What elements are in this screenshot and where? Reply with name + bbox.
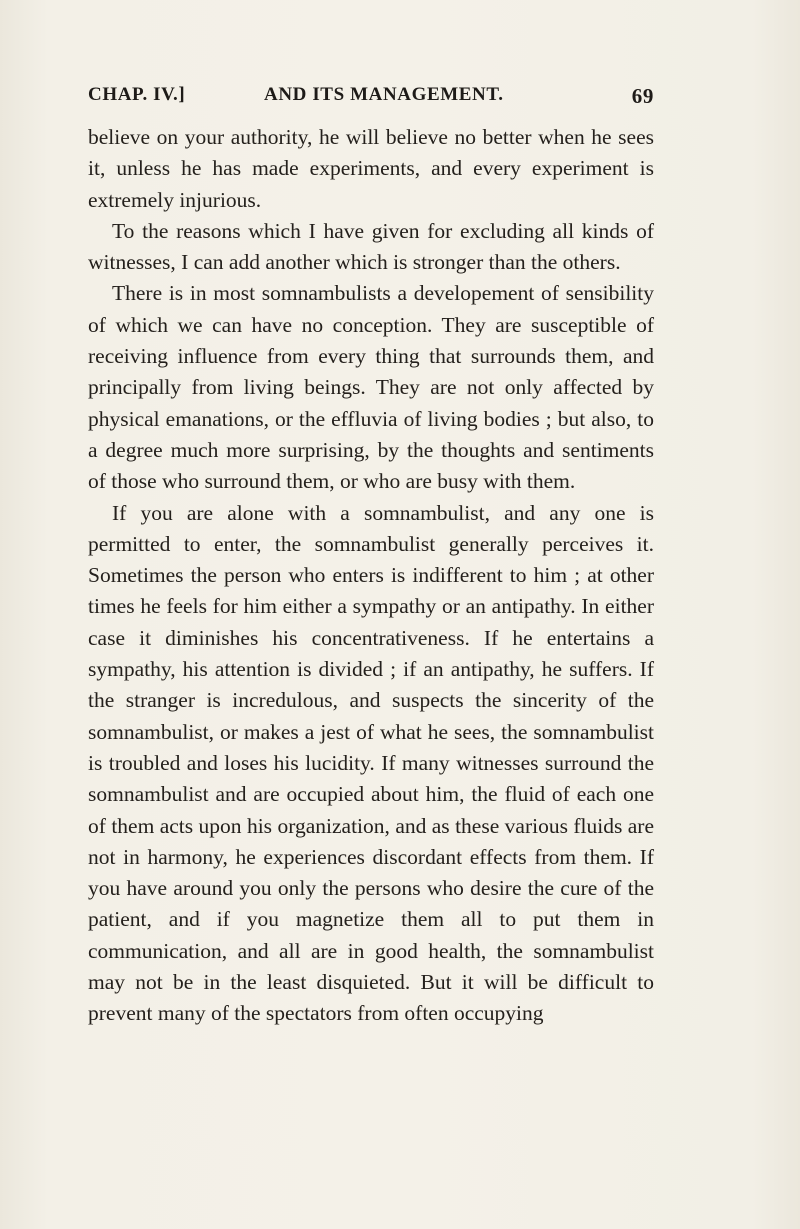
paragraph: There is in most somnambulists a developement of sensibility of which we can have no conception. They are susceptible of receiving influence from every thing that surrounds them, and principally from living beings. They are not only affected by physical emanations, or the effluvia of living bodies ; but also, to a degree much more surprising, by the thoughts and sentiments of those who surround them, or who are busy with them. (88, 281, 654, 494)
paragraph-continuation: believe on your authority, he will believe no better when he sees it, unless he has made experiments, and every experiment is extremely injurious. (88, 125, 654, 212)
paragraph: To the reasons which I have given for excluding all kinds of witnesses, I can add another which is stronger than the others. (88, 218, 654, 275)
chapter-label: CHAP. IV.] (88, 84, 186, 105)
page-number: 69 (631, 84, 654, 108)
body-text (88, 122, 654, 1030)
running-header (88, 84, 654, 110)
running-title: AND ITS MANAGEMENT. (264, 84, 504, 105)
paragraph: If you are alone with a somnambulist, and any one is permitted to enter, the somnambulist generally perceives it. Sometimes the person who enters is indifferent to him ; at other times he feels for him either a sympathy or an antipathy. In either case it diminishes his concentrativeness. If he entertains a sympathy, his attention is divided ; if an antipathy, he suffers. If the stranger is incredulous, and suspects the sincerity of the somnambulist, or makes a jest of what he sees, the somnambulist is troubled and loses his lucidity. If many witnesses surround the somnambulist and are occupied about him, the fluid of each one of them acts upon his organization, and as these various fluids are not in harmony, he experiences discordant effects from them. If you have around you only the persons who desire the cure of the patient, and if you magnetize them all to put them in communication, and all are in good health, the somnambulist may not be in the least disquieted. But it will be difficult to prevent many of the spectators from often occupying (88, 500, 654, 1026)
